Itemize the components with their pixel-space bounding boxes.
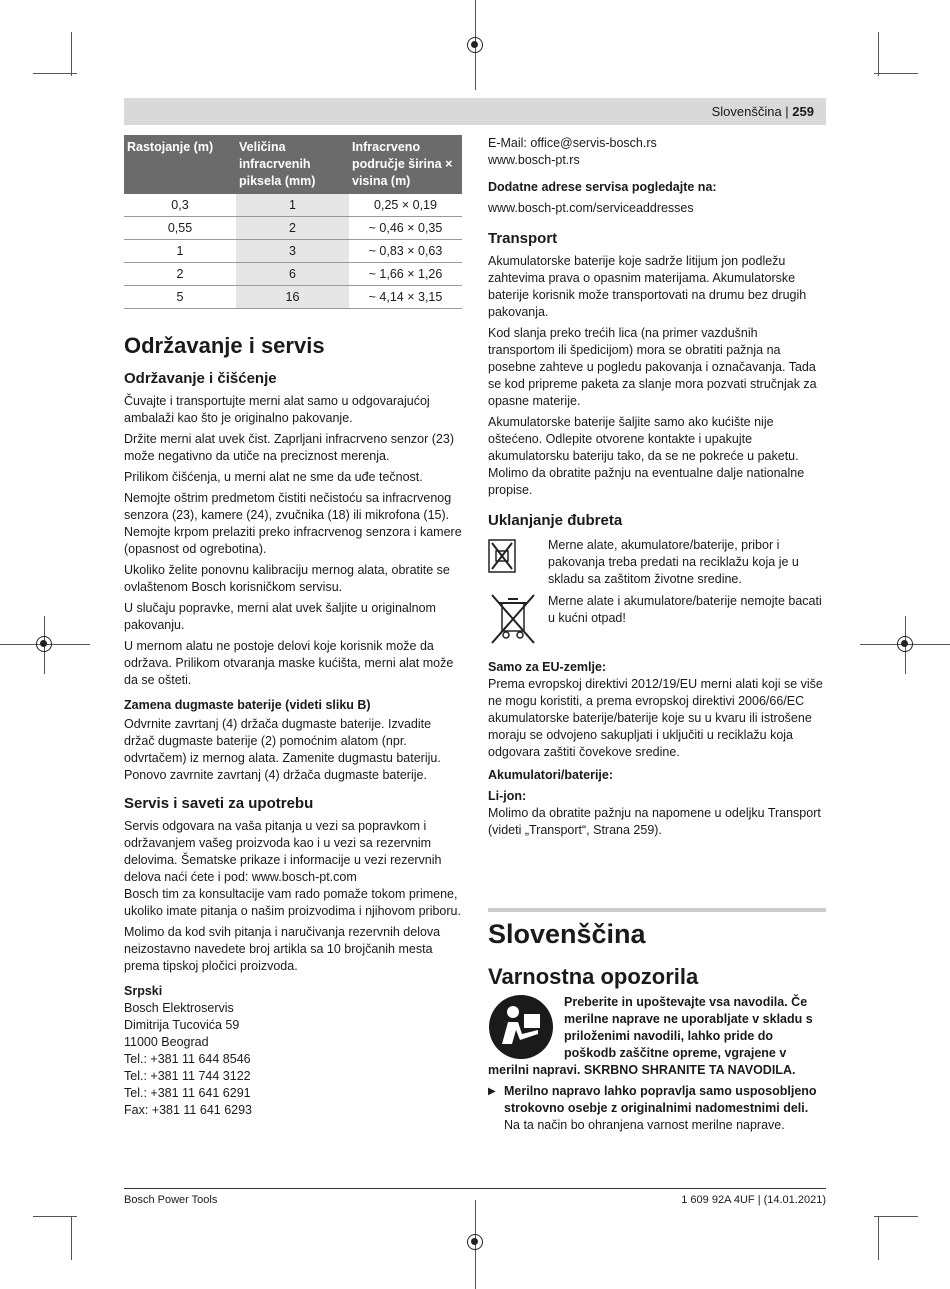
header-language: Slovenščina xyxy=(711,104,782,119)
table-cell: 16 xyxy=(236,286,349,309)
paragraph: Akumulatorske baterije šaljite samo ako kućište nije oštećeno. Odlepite otvorene kontakte i upakujte akumulatorsku bateriju tako, da se ne pokreće u paketu. Molimo da obratite pažnju na eventualne dalje nationalne propise. xyxy=(488,415,805,497)
table-cell: 0,55 xyxy=(124,217,236,240)
read-manual-icon xyxy=(488,994,554,1060)
bullet-bold: Merilno napravo lahko popravlja samo usposobljeno strokovno osebje z originalnimi nadomestnimi deli. xyxy=(504,1084,817,1115)
address-line: Dimitrija Tucovića 59 xyxy=(124,1018,240,1032)
section-title-maintenance: Održavanje i servis xyxy=(124,333,325,358)
table-cell: 0,25 × 0,19 xyxy=(349,194,462,217)
eu-title: Samo za EU-zemlje: xyxy=(488,660,607,674)
bullet-item xyxy=(488,1083,826,1134)
registration-mark-icon xyxy=(467,37,483,53)
crop-mark xyxy=(33,73,77,74)
paragraph: U mernom alatu ne postoje delovi koje korisnik može da održava. Prilikom otvaranja maske kućišta, merni alat može da se ošteti. xyxy=(124,639,454,687)
paragraph: Čuvajte i transportujte merni alat samo u odgovarajućoj ambalaži kao što je originalno pakovanje. xyxy=(124,394,430,425)
address-line: Tel.: +381 11 744 3122 xyxy=(124,1069,251,1083)
page-number: 259 xyxy=(792,104,814,119)
table-row xyxy=(124,263,462,286)
paragraph: Ukoliko želite ponovnu kalibraciju mernog alata, obratite se ovlaštenom Bosch korisničkom servisu. xyxy=(124,563,450,594)
table-cell: 2 xyxy=(124,263,236,286)
address-line: Tel.: +381 11 641 6291 xyxy=(124,1086,251,1100)
safety-block xyxy=(488,994,826,1079)
left-column xyxy=(124,135,464,1119)
waste-text-1: Merne alate, akumulatore/baterije, pribor i pakovanja treba predati na reciklažu koja je u skladu sa zaštitom životne sredine. xyxy=(548,538,799,586)
crop-mark xyxy=(71,32,72,76)
slovenian-section xyxy=(488,918,826,1134)
table-row xyxy=(124,286,462,309)
registration-mark-icon xyxy=(897,636,913,652)
address-line: Fax: +381 11 641 6293 xyxy=(124,1103,252,1117)
paragraph: Molimo da obratite pažnju na napomene u odeljku Transport (videti „Transport“, Strana 259). xyxy=(488,806,821,837)
waste-row-2 xyxy=(488,593,826,659)
subsection-battery: Zamena dugmaste baterije (videti sliku B) xyxy=(124,698,371,712)
page-header: Slovenščina | 259 xyxy=(711,104,814,119)
paragraph: Držite merni alat uvek čist. Zaprljani infracrveno senzor (23) može negativno da utiče na preciznost merenja. xyxy=(124,432,454,463)
safety-title: Varnostna opozorila xyxy=(488,964,699,989)
address-line: 11000 Beograd xyxy=(124,1035,209,1049)
registration-mark-icon xyxy=(467,1234,483,1250)
table-cell: 0,3 xyxy=(124,194,236,217)
language-title: Slovenščina xyxy=(488,919,646,949)
table-row xyxy=(124,240,462,263)
footer-right: 1 609 92A 4UF | (14.01.2021) xyxy=(681,1194,826,1206)
table-cell: 3 xyxy=(236,240,349,263)
crop-mark xyxy=(878,1216,879,1260)
more-addresses-label: Dodatne adrese servisa pogledajte na: xyxy=(488,180,717,194)
table-cell: 2 xyxy=(236,217,349,240)
paragraph: Molimo da kod svih pitanja i naručivanja rezervnih delova neizostavno navedete broj artikla sa 10 brojčanih mesta prema tipskoj pločici proizvoda. xyxy=(124,925,441,973)
subsection-care: Održavanje i čišćenje xyxy=(124,370,277,387)
waste-text-2: Merne alate i akumulatore/baterije nemojte bacati u kućni otpad! xyxy=(548,594,822,625)
service-email: E-Mail: office@servis-bosch.rs xyxy=(488,136,657,150)
subsection-service: Servis i saveti za upotrebu xyxy=(124,795,314,812)
more-addresses-url: www.bosch-pt.com/serviceaddresses xyxy=(488,201,694,215)
waste-row-1 xyxy=(488,537,826,593)
table-header: Rastojanje (m) xyxy=(124,135,236,194)
service-web: www.bosch-pt.rs xyxy=(488,153,580,167)
paragraph: Kod slanja preko trećih lica (na primer vazdušnih transportom ili špedicijom) mora se obratiti pažnja na posebne zahteve u pogledu pakovanja i označavanja. Tada se kod pripreme paketa za slanje mora pozvati stručnjak za opasne materije. xyxy=(488,326,817,408)
registration-mark-icon xyxy=(36,636,52,652)
table-cell: ~ 1,66 × 1,26 xyxy=(349,263,462,286)
right-column xyxy=(488,135,826,843)
paragraph: Prema evropskoj direktivi 2012/19/EU merni alati koji se više ne mogu koristiti, a prema evropskoj direktivi 2006/66/EC akumulatorske baterije/baterije koje su u kvaru ili istrošene moraju se odvojeno sakupljati i uključiti u reciklažu koja odgovara zaštiti čovekove sredine. xyxy=(488,677,823,759)
subsection-transport: Transport xyxy=(488,230,558,247)
subsection-waste: Uklanjanje đubreta xyxy=(488,512,623,529)
table-header: Veličina infracrvenih piksela (mm) xyxy=(236,135,349,194)
address-line: Bosch Elektroservis xyxy=(124,1001,234,1015)
table-row xyxy=(124,217,462,240)
table-cell: ~ 4,14 × 3,15 xyxy=(349,286,462,309)
table-cell: 1 xyxy=(124,240,236,263)
table-row xyxy=(124,194,462,217)
crop-mark xyxy=(874,1216,918,1217)
paragraph: Prilikom čišćenja, u merni alat ne sme da uđe tečnost. xyxy=(124,470,423,484)
recycle-tool-icon xyxy=(488,539,516,575)
paragraph: Odvrnite zavrtanj (4) držača dugmaste baterije. Izvadite držač dugmaste baterije (2) pomoćnim alatom (npr. odvrtačem) iz mernog alata. Zamenite dugmastu bateriju. Ponovo zavrnite zavrtanj (4) držača dugmaste baterije. xyxy=(124,717,441,782)
crop-mark xyxy=(33,1216,77,1217)
paragraph: Akumulatorske baterije koje sadrže litijum jon podležu zahtevima prava o opasnim materijama. Akumulatorske baterije korisnik može transportovati na drumu bez drugih pakovanja. xyxy=(488,254,807,319)
ir-table xyxy=(124,135,462,309)
table-cell: 6 xyxy=(236,263,349,286)
address-title: Srpski xyxy=(124,984,163,998)
crop-mark xyxy=(878,32,879,76)
paragraph: Nemojte oštrim predmetom čistiti nečistoću sa infracrvenog senzora (23), kamere (24), zvučnika (18) ili mikrofona (15). Nemojte krpom prelaziti preko infracrvenog senzora i kamere (opasnost od ogrebotina). xyxy=(124,491,462,556)
bullet-rest: Na ta način bo ohranjena varnost merilne naprave. xyxy=(504,1118,785,1132)
table-cell: ~ 0,83 × 0,63 xyxy=(349,240,462,263)
table-header: Infracrveno područje širina × visina (m) xyxy=(349,135,462,194)
safety-instruction: Preberite in upoštevajte vsa navodila. Če merilne naprave ne uporabljate v skladu s priloženimi navodili, lahko pride do poškodb zaščitne opreme, vgrajene v merilni napravi. SKRBNO SHRANITE TA NAVODILA. xyxy=(488,995,813,1077)
crop-mark xyxy=(71,1216,72,1260)
paragraph: Servis odgovara na vaša pitanja u vezi sa popravkom i održavanjem vašeg proizvoda kao i u vezi sa rezervnim delovima. Šematske prikaze i informacije u vezi rezervnih delova naći ćete i pod: www.bosch-pt.com xyxy=(124,819,442,884)
table-cell: ~ 0,46 × 0,35 xyxy=(349,217,462,240)
address-line: Tel.: +381 11 644 8546 xyxy=(124,1052,251,1066)
table-cell: 1 xyxy=(236,194,349,217)
paragraph: U slučaju popravke, merni alat uvek šaljite u originalnom pakovanju. xyxy=(124,601,436,632)
table-cell: 5 xyxy=(124,286,236,309)
accumulators-title: Akumulatori/baterije: xyxy=(488,768,614,782)
section-divider xyxy=(488,908,826,912)
crop-mark xyxy=(874,73,918,74)
footer-line xyxy=(124,1188,826,1189)
footer-left: Bosch Power Tools xyxy=(124,1194,218,1206)
crossed-bin-icon xyxy=(488,593,538,647)
li-ion-title: Li-jon: xyxy=(488,789,527,803)
paragraph: Bosch tim za konsultacije vam rado pomaže tokom primene, ukoliko imate pitanja o našim proizvodima i njihovom priboru. xyxy=(124,887,461,918)
